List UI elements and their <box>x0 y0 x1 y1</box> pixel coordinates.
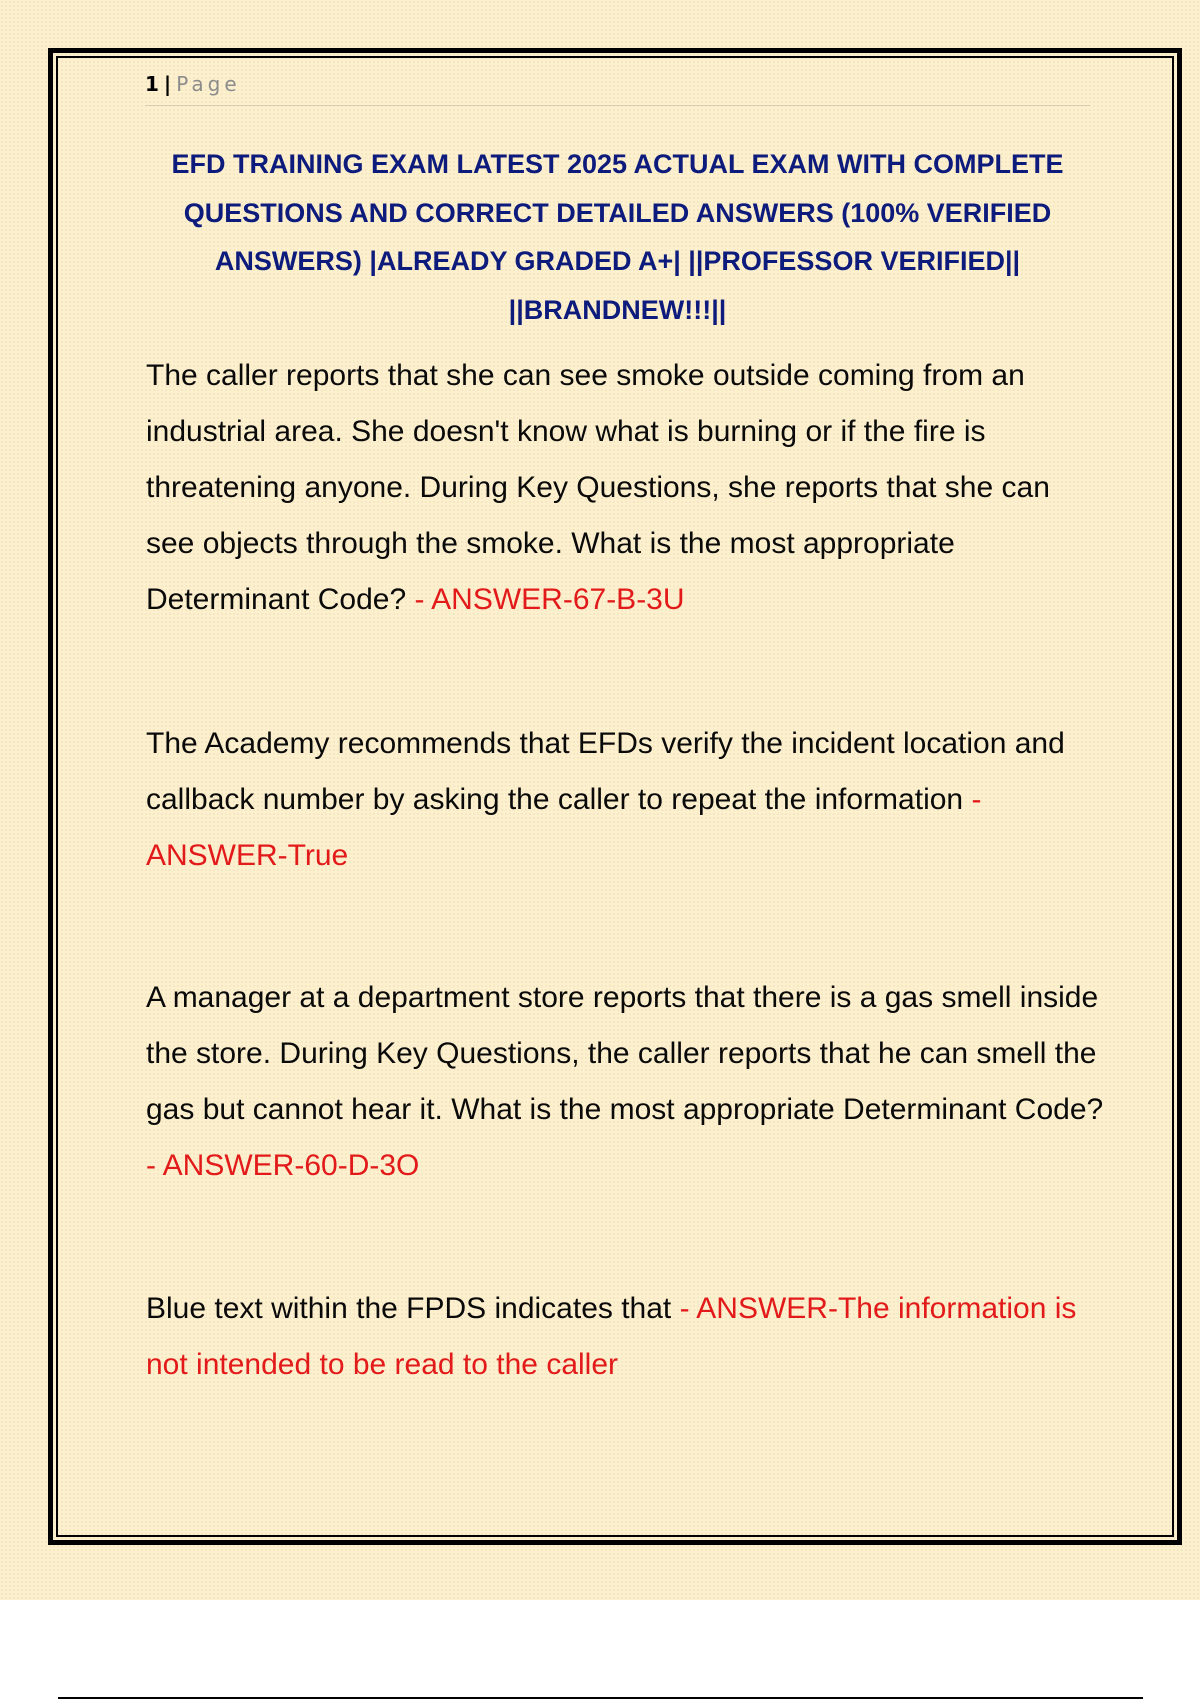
page-header <box>145 72 1090 106</box>
question-text: The Academy recommends that EFDs verify the incident location and callback number by asking the caller to repeat the information <box>146 727 1065 816</box>
question-text: The caller reports that she can see smoke outside coming from an industrial area. She doesn't know what is burning or if the fire is threatening anyone. During Key Questions, she reports that she can see objects through the smoke. What is the most appropriate Determinant Code? <box>146 359 1050 616</box>
document-title: EFD TRAINING EXAM LATEST 2025 ACTUAL EXAM WITH COMPLETE QUESTIONS AND CORRECT DETAILED ANSWERS (100% VERIFIED ANSWERS) |ALREADY GRADED A+| ||PROFESSOR VERIFIED|| ||BRANDNEW!!!|| <box>171 149 1064 325</box>
qa-item <box>146 1281 1106 1393</box>
page-separator: | <box>163 72 173 96</box>
qa-item <box>146 716 1106 884</box>
page-number: 1 <box>145 72 160 96</box>
answer-text: - ANSWER-67-B-3U <box>414 583 685 616</box>
question-text: Blue text within the FPDS indicates that <box>146 1292 680 1325</box>
answer-text: - ANSWER-True <box>146 783 982 872</box>
question-text: A manager at a department store reports that there is a gas smell inside the store. During Key Questions, the caller reports that he can smell the gas but cannot hear it. What is the most appropriate Determinant Code? <box>146 981 1104 1126</box>
qa-item <box>146 970 1106 1194</box>
answer-text: - ANSWER-60-D-3O <box>146 1149 420 1182</box>
answer-text: - ANSWER-The information is not intended to be read to the caller <box>146 1292 1077 1381</box>
footer-rule <box>58 1697 1143 1699</box>
qa-item <box>146 348 1106 628</box>
page-label: Page <box>176 72 241 96</box>
